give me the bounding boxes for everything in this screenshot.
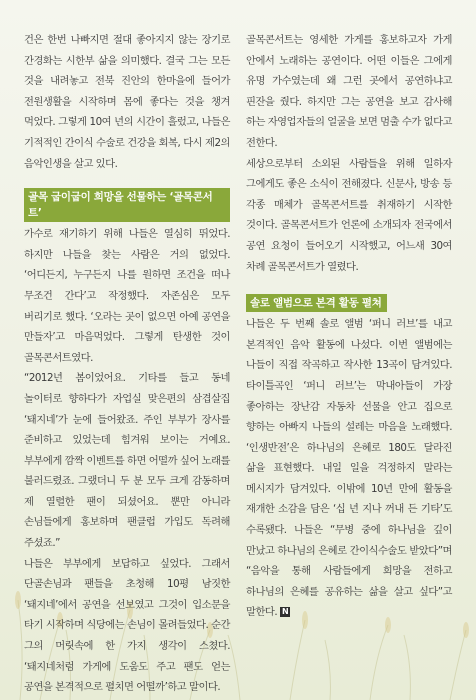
closing-paragraph — [246, 314, 452, 623]
left-column — [24, 30, 230, 698]
section2-heading-wrap — [246, 291, 452, 312]
section1-heading: 골목 굽이굽이 희망을 선물하는 ‘골목콘서트’ — [24, 188, 230, 222]
section1-heading-wrap — [24, 188, 230, 222]
intro-paragraph: 건은 한번 나빠지면 절대 좋아지지 않는 장기로 간경화는 시한부 삶을 의미했다. 결국 그는 모든 것을 내려놓고 전북 진안의 한마을에 들어가 전원생활을 시작하며 몸에 좋다는 것을 챙겨 먹었다. 그렇게 10여 년의 시간이 흘렀고, 나들은 기적적인 간이식 수술로 건강을 회복, 다시 제2의 음악인생을 살고 있다. — [24, 34, 230, 170]
body-paragraph: 가수로 재기하기 위해 나들은 열심히 뛰었다. 하지만 나들을 찾는 사람은 거의 없었다. ‘어디든지, 누구든지 나를 원하면 조건을 떠나 무조건 간다’고 작정했다. 자존심은 모두 버리기로 했다. ‘오라는 곳이 없으면 아예 공연을 만들자’고 마음먹었다. 그렇게 탄생한 것이 골목콘서트였다. — [24, 228, 230, 364]
body-paragraph: 골목콘서트는 영세한 가게를 홍보하고자 가게 안에서 노래하는 공연이다. 어떤 이들은 그에게 유명 가수였는데 왜 그런 곳에서 공연하냐고 핀잔을 줬다. 하지만 그는 공연을 보고 감사해 하는 자영업자들의 얼굴을 보면 멈출 수가 없다고 전한다. — [246, 34, 452, 149]
quote-paragraph: “2012년 봄이었어요. 기타를 들고 동네 놀이터로 향하다가 자업실 맞은편의 삼겹살집 ‘돼지네’가 눈에 들어왔죠. 주인 부부가 장사를 준비하고 있었는데 힘겨워 보이는 거예요. 부부에게 깜짝 이벤트를 하면 어떨까 싶어 노래를 불러드렸죠. 그랬더니 두 분 모두 크게 감동하며 제 열렬한 팬이 되셨어요. 뿐만 아니라 손님들에게 홍보하며 팬클럽 가입도 독려해 주셨죠.” — [24, 372, 230, 550]
body-paragraph: 나들은 부부에게 보답하고 싶었다. 그래서 단골손님과 팬들을 초청해 10평 남짓한 ‘돼지네’에서 공연을 선보였고 그것이 입소문을 타기 시작하며 식당에는 손님이 몰려들었다. 순간 그의 머릿속에 한 가지 생각이 스쳤다. ‘돼지네처럼 가게에 도움도 주고 팬도 얻는 공연을 본격적으로 펼치면 어떨까’하고 말이다. — [24, 557, 230, 694]
right-column — [246, 30, 452, 623]
closing-paragraph-text: 나들은 두 번째 솔로 앨범 ‘퍼니 러브’를 내고 본격적인 음악 활동에 나섰다. 이번 앨범에는 나들이 직접 작곡하고 작사한 13곡이 담겨있다. 타이틀곡인 ‘퍼니 러브’는 막내아들이 가장 좋아하는 장난감 자동차 선물을 안고 집으로 향하는 아빠지 나들의 설레는 마음을 노래했다. ‘인생반전’은 하나님의 은혜로 180도 달라진 삶을 표현했다. 내일 일을 걱정하지 말라는 메시지가 담겨있다. 이밖에 10년 만에 활동을 재개한 소감을 담은 ‘십 년 지나 꺼내 든 기타’도 수록됐다. 나들은 “무병 중에 하나님을 깊이 만났고 하나님의 은혜로 간이식수술도 받았다”며 “음악을 통해 사람들에게 희망을 전하고 하나님의 은혜를 공유하는 삶을 살고 싶다”고 말한다. — [246, 318, 452, 619]
section2-heading: 솔로 앨범으로 본격 활동 펼쳐 — [246, 294, 387, 312]
end-mark-icon: N — [282, 607, 289, 617]
body-paragraph: 세상으로부터 소외된 사람들을 위해 일하자 그에게도 좋은 소식이 전해졌다. 신문사, 방송 등 각종 매체가 골목콘서트를 취재하기 시작한 것이다. 골목콘서트가 언론에 소개되자 전국에서 공연 요청이 들어오기 시작했고, 어느새 30여 차례 골목콘서트가 열렸다. — [246, 157, 452, 273]
